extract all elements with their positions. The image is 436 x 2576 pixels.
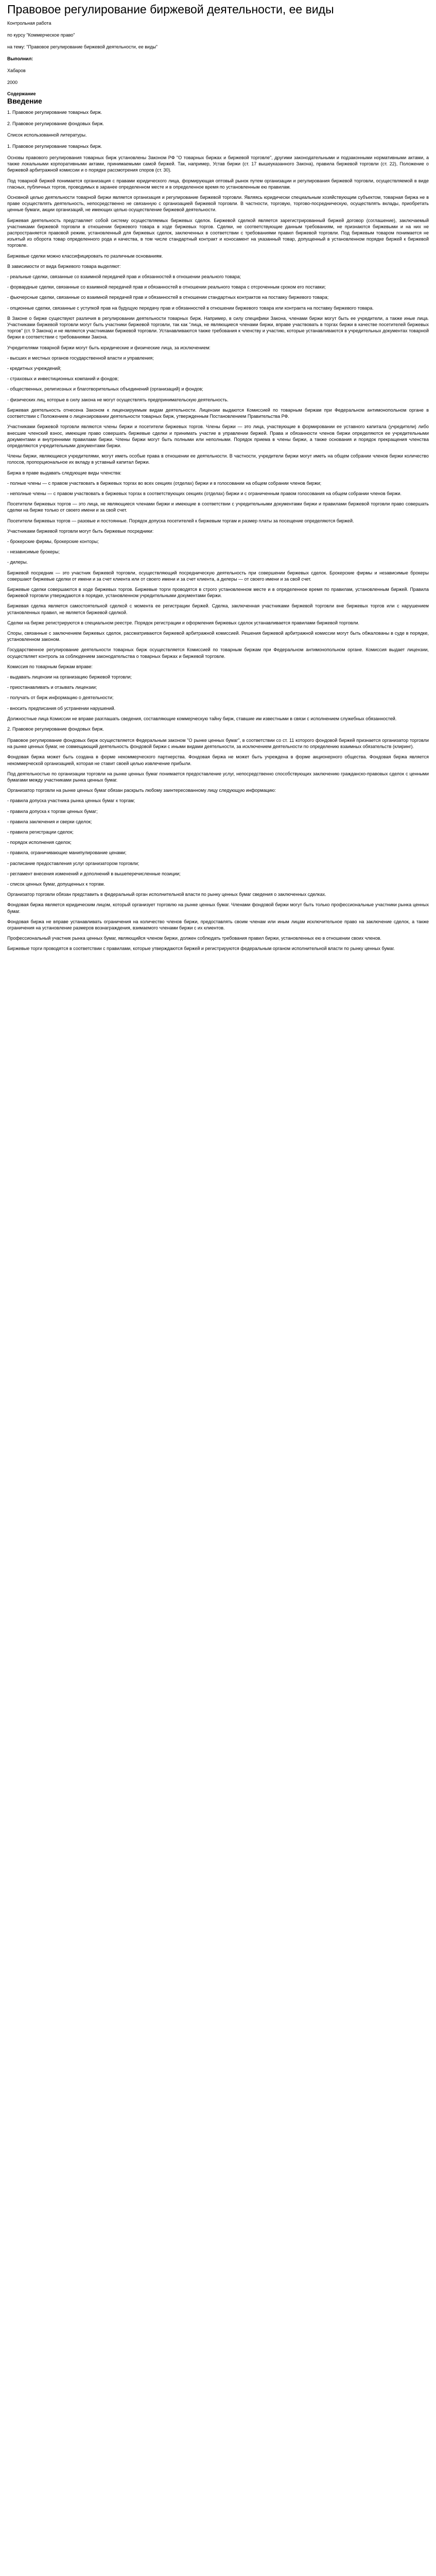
paragraph: Споры, связанные с заключением биржевых сделок, рассматриваются биржевой арбитражной комиссией. Решения биржевой арбитражной комиссии могут быть обжалованы в суде в порядке, установленном законом. <box>7 630 429 642</box>
work-type: Контрольная работа <box>7 21 51 26</box>
paragraph: - реальные сделки, связанные со взаимной передачей прав и обязанностей в отношении реального товара; <box>7 274 241 280</box>
paragraph: - правила допуска к торгам ценных бумаг; <box>7 808 98 814</box>
paragraph: Должностные лица Комиссии не вправе разглашать сведения, составляющие коммерческую тайну бирж, ставшие им известными в связи с исполнением служебных обязанностей. <box>7 716 397 721</box>
paragraph: - неполные члены — с правом участвовать в биржевых торгах в соответствующих секциях (отделах) биржи и с ограниченным правом голосования на общем собрании членов биржи. <box>7 490 402 496</box>
paragraph: Фондовая биржа является юридическим лицом, который организует торговлю на рынке ценных бумаг. Членами фондовой биржи могут быть только профессиональные участники рынка ценных бумаг. <box>7 902 429 914</box>
course-line: по курсу "Коммерческое право" <box>7 32 75 38</box>
paragraph: - правила допуска участника рынка ценных бумаг к торгам; <box>7 798 135 804</box>
paragraph: Биржевая деятельность отнесена Законом к лицензируемым видам деятельности. Лицензии выдаются Комиссией по товарным биржам при Федеральном антимонопольном органе в соответствии с Положением о лицензировании деятельности товарных бирж, утвержденным Постановлением Правительства РФ. <box>7 407 429 419</box>
paragraph: Под деятельностью по организации торговли на рынке ценных бумаг понимается предоставление услуг, непосредственно способствующих заключению гражданско-правовых сделок с ценными бумагами между участниками рынка ценных бумаг. <box>7 771 429 783</box>
paragraph: Биржевая деятельность представляет собой систему осуществляемых биржевых сделок. Биржевой сделкой является зарегистрированный биржей договор (соглашение), заключаемый участниками биржевой торговли в отношении биржевого товара в ходе биржевых торгов. Сделки, не соответствующие данным требованиям, не признаются биржевыми и на них не распространяется правовой режим, установленный для биржевых сделок, заключенных в соответствии с требованиями правил биржевой торговли. Под биржевым товаром понимается не изъятый из оборота товар определенного рода и качества, в том числе стандартный контракт и коносамент на указанный товар, допущенный в установленном порядке биржей к биржевой торговле. <box>7 217 429 248</box>
paragraph: Биржевые сделки совершаются в ходе биржевых торгов. Биржевые торги проводятся в строго установленном месте и в определенное время по правилам, установленным биржей. Правила биржевой торговли утверждаются в порядке, установленном учредительными документами биржи. <box>7 586 429 599</box>
paragraph: Правовое регулирование фондовых бирж осуществляется Федеральным законом "О рынке ценных бумаг", в соответствии со ст. 11 которого фондовой биржей признается организатор торговли на рынке ценных бумаг, не совмещающий деятельность фондовой биржи с иными видами деятельности, за исключением деятельности по определению взаимных обязательств (клиринг). <box>7 738 429 750</box>
paragraph: - выдавать лицензии на организацию биржевой торговли; <box>7 674 132 680</box>
year: 2000 <box>7 80 18 85</box>
paragraph: Государственное регулирование деятельности товарных бирж осуществляется Комиссией по товарным биржам при Федеральном антимонопольном органе. Комиссия выдает лицензии, осуществляет контроль за соблюдением законодательства о товарных биржах и биржевой торговле. <box>7 647 429 659</box>
paragraph: Фондовая биржа может быть создана в форме некоммерческого партнерства. Фондовая биржа не может быть учреждена в форме акционерного общества. Фондовая биржа является некоммерческой организацией, которая не ставит своей целью извлечение прибыли. <box>7 754 429 766</box>
paragraph: Биржевые сделки можно классифицировать по различным основаниям. <box>7 253 163 259</box>
paragraph: Посетители биржевых торгов — это лица, не являющиеся членами биржи и имеющие в соответствии с учредительными документами биржи и правилами биржевой торговли право совершать сделки на бирже только от своего имени и за свой счет. <box>7 501 429 513</box>
paragraph: - вносить предписания об устранении нарушений. <box>7 705 116 711</box>
paragraph: В зависимости от вида биржевого товара выделяют: <box>7 263 121 269</box>
paragraph: - правила регистрации сделок; <box>7 829 74 835</box>
paragraph: Биржевая сделка является самостоятельной сделкой с момента ее регистрации биржей. Сделка, заключенная участниками биржевой торговли вне биржевых торгов или с нарушением установленных правил, не является биржевой сделкой. <box>7 603 429 615</box>
paragraph: - высших и местных органов государственной власти и управления; <box>7 355 154 361</box>
topic-line: на тему: "Правовое регулирование биржевой деятельности, ее виды" <box>7 44 158 49</box>
paragraph: Основы правового регулирования товарных бирж установлены Законом РФ "О товарных биржах и биржевой торговле", другими законодательными и подзаконными нормативными актами, а также локальными корпоративными актами, принимаемыми самой биржей. Так, например, Устав биржи (ст. 17 вышеуказанного Закона), правила биржевой торговли (ст. 22), Положение о биржевой арбитражной комиссии и о порядке рассмотрения споров (ст. 30). <box>7 155 429 173</box>
paragraph: - порядок исполнения сделок; <box>7 840 72 845</box>
paragraph: Профессиональный участник рынка ценных бумаг, являющийся членом биржи, должен соблюдать требования правил биржи, установленных ею в отношении своих членов. <box>7 936 381 941</box>
section-2-body <box>7 737 429 952</box>
document-title: Правовое регулирование биржевой деятельности, ее виды <box>7 3 334 16</box>
toc-item: 1. Правовое регулирование товарных бирж. <box>7 110 102 115</box>
paragraph: - приостанавливать и отзывать лицензии; <box>7 685 97 690</box>
paragraph: - правила, ограничивающие манипулирование ценами; <box>7 850 127 856</box>
toc-heading: Содержание <box>7 91 36 96</box>
section-2-heading: 2. Правовое регулирование фондовых бирж. <box>7 726 104 732</box>
toc-item: Список использованной литературы. <box>7 132 87 138</box>
paragraph: Участниками биржевой торговли могут быть биржевые посредники: <box>7 528 154 534</box>
paragraph: - форвардные сделки, связанные со взаимной передачей прав и обязанностей в отношении реального товара с отсроченным сроком его поставки; <box>7 284 326 290</box>
paragraph: - регламент внесения изменений и дополнений в вышеперечисленные позиции; <box>7 871 181 876</box>
paragraph: Организатор торговли обязан представить в федеральный орган исполнительной власти по рынку ценных бумаг сведения о заключенных сделках. <box>7 892 326 897</box>
paragraph: Биржа в праве выдавать следующие виды членства: <box>7 470 121 476</box>
section-1-body <box>7 155 429 722</box>
paragraph: - физических лиц, которые в силу закона не могут осуществлять предпринимательскую деятельность. <box>7 397 229 402</box>
paragraph: Комиссия по товарным биржам вправе: <box>7 664 93 669</box>
paragraph: Биржевой посредник — это участник биржевой торговли, осуществляющий посредническую деятельность при совершении биржевых сделок. Брокерские фирмы и независимые брокеры совершают биржевые сделки от имени и за счет клиента или от своего имени и за счет клиента, а дилеры — от своего имени и за свой счет. <box>7 570 429 582</box>
paragraph: Посетители биржевых торгов — разовые и постоянные. Порядок допуска посетителей к биржевым торгам и размер платы за посещение определяются биржей. <box>7 518 354 523</box>
paragraph: - список ценных бумаг, допущенных к торгам. <box>7 882 105 887</box>
author-name: Хабаров <box>7 68 26 73</box>
paragraph: - полные члены — с правом участвовать в биржевых торгах во всех секциях (отделах) биржи и в голосовании на общем собрании членов биржи; <box>7 480 322 486</box>
paragraph: Участниками биржевой торговли являются члены биржи и посетители биржевых торгов. Члены биржи — это лица, участвующие в формировании ее уставного капитала (учредители) либо внесшие членский взнос, имеющие право совершать биржевые сделки и принимать участие в управлении биржей. Права и обязанности членов биржи определяются ее учредительными документами и внутренними правилами биржи. Члены биржи могут быть полными или неполными. Порядок приема в члены биржи, а также основания и порядок прекращения членства определяются учредительными документами биржи. <box>7 424 429 448</box>
paragraph: Фондовая биржа не вправе устанавливать ограничения на количество членов биржи, предоставлять своим членам или иным лицам исключительное право на заключение сделок, а также ограничения на установление размеров вознаграждения, взимаемого членами биржи с их клиентов. <box>7 919 429 931</box>
paragraph: - расписание предоставления услуг организатором торговли; <box>7 860 139 866</box>
paragraph: - правила заключения и сверки сделок; <box>7 819 92 824</box>
document-page <box>0 0 436 952</box>
paragraph: В Законе о бирже существуют различия в регулировании деятельности товарных бирж. Например, в силу специфики Закона, членами биржи могут быть ее учредители, а также иные лица. Участниками биржевой торговли могут быть участники биржевой торговли, так как "лица, не являющиеся членами биржи, вправе участвовать в торгах биржи в качестве посетителей биржевых торгов" (ст. 9 Закона) и не являются участниками биржевой торговли. Устанавливаются также требования к членству и участию, которые устанавливаются в учредительных документах товарной биржи в соответствии с требованиями Закона. <box>7 315 429 340</box>
paragraph: Биржевые торги проводятся в соответствии с правилами, которые утверждаются биржей и регистрируются федеральным органом исполнительной власти по рынку ценных бумаг. <box>7 946 395 952</box>
paragraph: Основной целью деятельности товарной биржи является организация и регулирование биржевой торговли. Являясь юридически специальным хозяйствующим субъектом, товарная биржа не в праве осуществлять деятельность, непосредственно не связанную с организацией биржевой торговли. В частности, торговую, торгово-посредническую, осуществлять вклады, приобретать ценные бумаги, акции организаций, не имеющих целью осуществление биржевой деятельности. <box>7 195 429 213</box>
paragraph: - страховых и инвестиционных компаний и фондов; <box>7 376 119 382</box>
paragraph: Организатор торговли на рынке ценных бумаг обязан раскрыть любому заинтересованному лицу следующую информацию: <box>7 788 276 793</box>
paragraph: - получать от бирж информацию о деятельности; <box>7 695 114 701</box>
done-by-label: Выполнил: <box>7 56 33 61</box>
paragraph: - кредитных учреждений; <box>7 366 61 371</box>
paragraph: Под товарной биржей понимается организация с правами юридического лица, формирующая оптовый рынок путем организации и регулирования биржевой торговли, осуществляемой в виде гласных, публичных торгов, проводимых в заранее определенном месте и в определенное время по установленным ею правилам. <box>7 178 429 190</box>
paragraph: Члены биржи, являющиеся учредителями, могут иметь особые права в отношении ее деятельности. В частности, учредители биржи могут иметь на общем собрании членов биржи количество голосов, пропорциональное их вкладу в уставный капитал биржи. <box>7 453 429 465</box>
paragraph: Учредителями товарной биржи могут быть юридические и физические лица, за исключением: <box>7 345 211 350</box>
paragraph: - дилеры. <box>7 560 28 565</box>
paragraph: Сделки на бирже регистрируются в специальном реестре. Порядок регистрации и оформления биржевых сделок устанавливается правилами биржевой торговли. <box>7 620 359 625</box>
paragraph: - брокерские фирмы, брокерские конторы; <box>7 538 99 544</box>
paragraph: - фьючерсные сделки, связанные со взаимной передачей прав и обязанностей в отношении стандартных контрактов на поставку биржевого товара; <box>7 295 329 300</box>
toc-item: 2. Правовое регулирование фондовых бирж. <box>7 121 104 126</box>
intro-heading: Введение <box>7 97 42 105</box>
paragraph: - опционные сделки, связанные с уступкой прав на будущую передачу прав и обязанностей в отношении биржевого товара или контракта на поставку биржевого товара. <box>7 305 374 311</box>
section-1-heading: 1. Правовое регулирование товарных бирж. <box>7 144 102 149</box>
paragraph: - общественных, религиозных и благотворительных объединений (организаций) и фондов; <box>7 386 203 392</box>
paragraph: - независимые брокеры; <box>7 549 60 555</box>
